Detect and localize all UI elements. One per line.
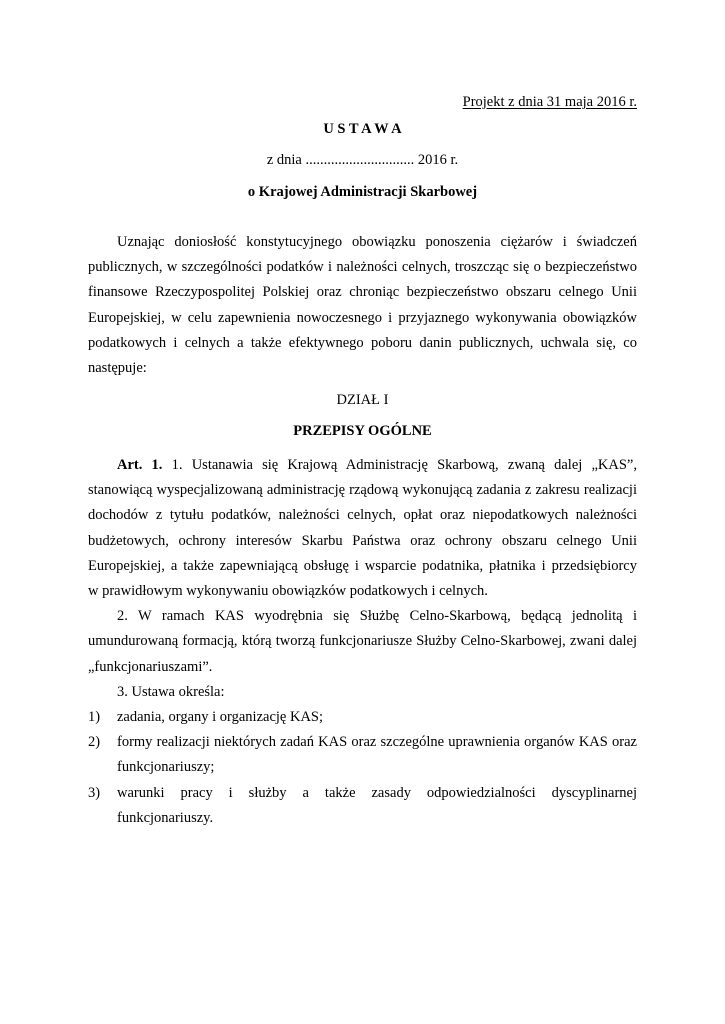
paragraph-line (88, 453, 637, 478)
preamble-line: następuje: (88, 360, 147, 377)
list-item-line: zadania, organy i organizację KAS; (117, 709, 324, 726)
list-item-number: 2) (88, 734, 101, 751)
article-label: Art. 1. (117, 457, 163, 473)
act-title: U S T A W A (323, 121, 402, 137)
list-item (88, 730, 637, 780)
list-item-number: 3) (88, 784, 101, 801)
article-1-paragraph-1 (88, 453, 637, 604)
scope-list (88, 705, 637, 831)
list-item-number: 1) (88, 709, 101, 726)
paragraph-line: 2. W ramach KAS wyodrębnia się Służbę Celno-Skarbową, będącą jednolitą i (117, 608, 637, 625)
paragraph-line: budżetowych, ochrony interesów Skarbu Państwa oraz ochrony obszaru celnego Unii (88, 532, 637, 549)
list-item (88, 705, 637, 730)
article-1-paragraph-2 (88, 604, 637, 680)
division-label: DZIAŁ I (336, 392, 389, 408)
article-1-paragraph-3 (88, 680, 637, 705)
paragraph-line: stanowiącą wyspecjalizowaną administrację rządową wykonującą zadania z zakresu realizacji (88, 482, 637, 499)
list-item-line: funkcjonariuszy; (117, 759, 215, 776)
preamble-line: publicznych, w szczególności podatków i należności celnych, troszcząc się o bezpieczeństwo (88, 259, 637, 276)
list-item-line: funkcjonariuszy. (117, 809, 214, 826)
preamble-line: Europejskiej, w celu zapewnienia nowoczesnego i przyjaznego wykonywania obowiązków (88, 309, 637, 326)
act-date-line: z dnia .............................. 2016 r. (266, 152, 459, 168)
preamble-line: Uznając doniosłość konstytucyjnego obowiązku ponoszenia ciężarów i świadczeń (117, 234, 637, 250)
article-1 (88, 453, 637, 831)
list-item-line: formy realizacji niektórych zadań KAS oraz szczególne uprawnienia organów KAS oraz (117, 734, 637, 751)
preamble-line: podatkowych i celnych a także efektywnego poboru danin publicznych, uchwala się, co (88, 334, 637, 351)
division-title: PRZEPISY OGÓLNE (293, 423, 432, 439)
draft-note: Projekt z dnia 31 maja 2016 r. (462, 94, 637, 110)
paragraph-line: 3. Ustawa określa: (117, 683, 225, 700)
paragraph-line: w prawidłowym wykonywaniu obowiązków podatkowych i celnych. (88, 583, 488, 600)
paragraph-line: dochodów z tytułu podatków, należności celnych, opłat oraz niepodatkowych należności (88, 507, 637, 524)
paragraph-line-text: 1. Ustanawia się Krajową Administrację Skarbową, zwaną dalej „KAS”, (171, 457, 637, 473)
paragraph-line: „funkcjonariuszami”. (88, 658, 213, 675)
paragraph-line: Europejskiej, a także zapewniającą obsługę i wsparcie podatnika, płatnika i przedsiębiorcy (88, 557, 637, 574)
preamble (88, 230, 637, 381)
list-item-line: warunki pracy i służby a także zasady odpowiedzialności dyscyplinarnej (117, 784, 637, 801)
list-item (88, 781, 637, 831)
preamble-line: finansowe Rzeczypospolitej Polskiej oraz chroniąc bezpieczeństwo obszaru celnego Unii (88, 284, 637, 301)
act-subject: o Krajowej Administracji Skarbowej (247, 184, 478, 200)
paragraph-line: umundurowaną formacją, którą tworzą funkcjonariusze Służby Celno-Skarbowej, zwani dalej (88, 633, 637, 650)
